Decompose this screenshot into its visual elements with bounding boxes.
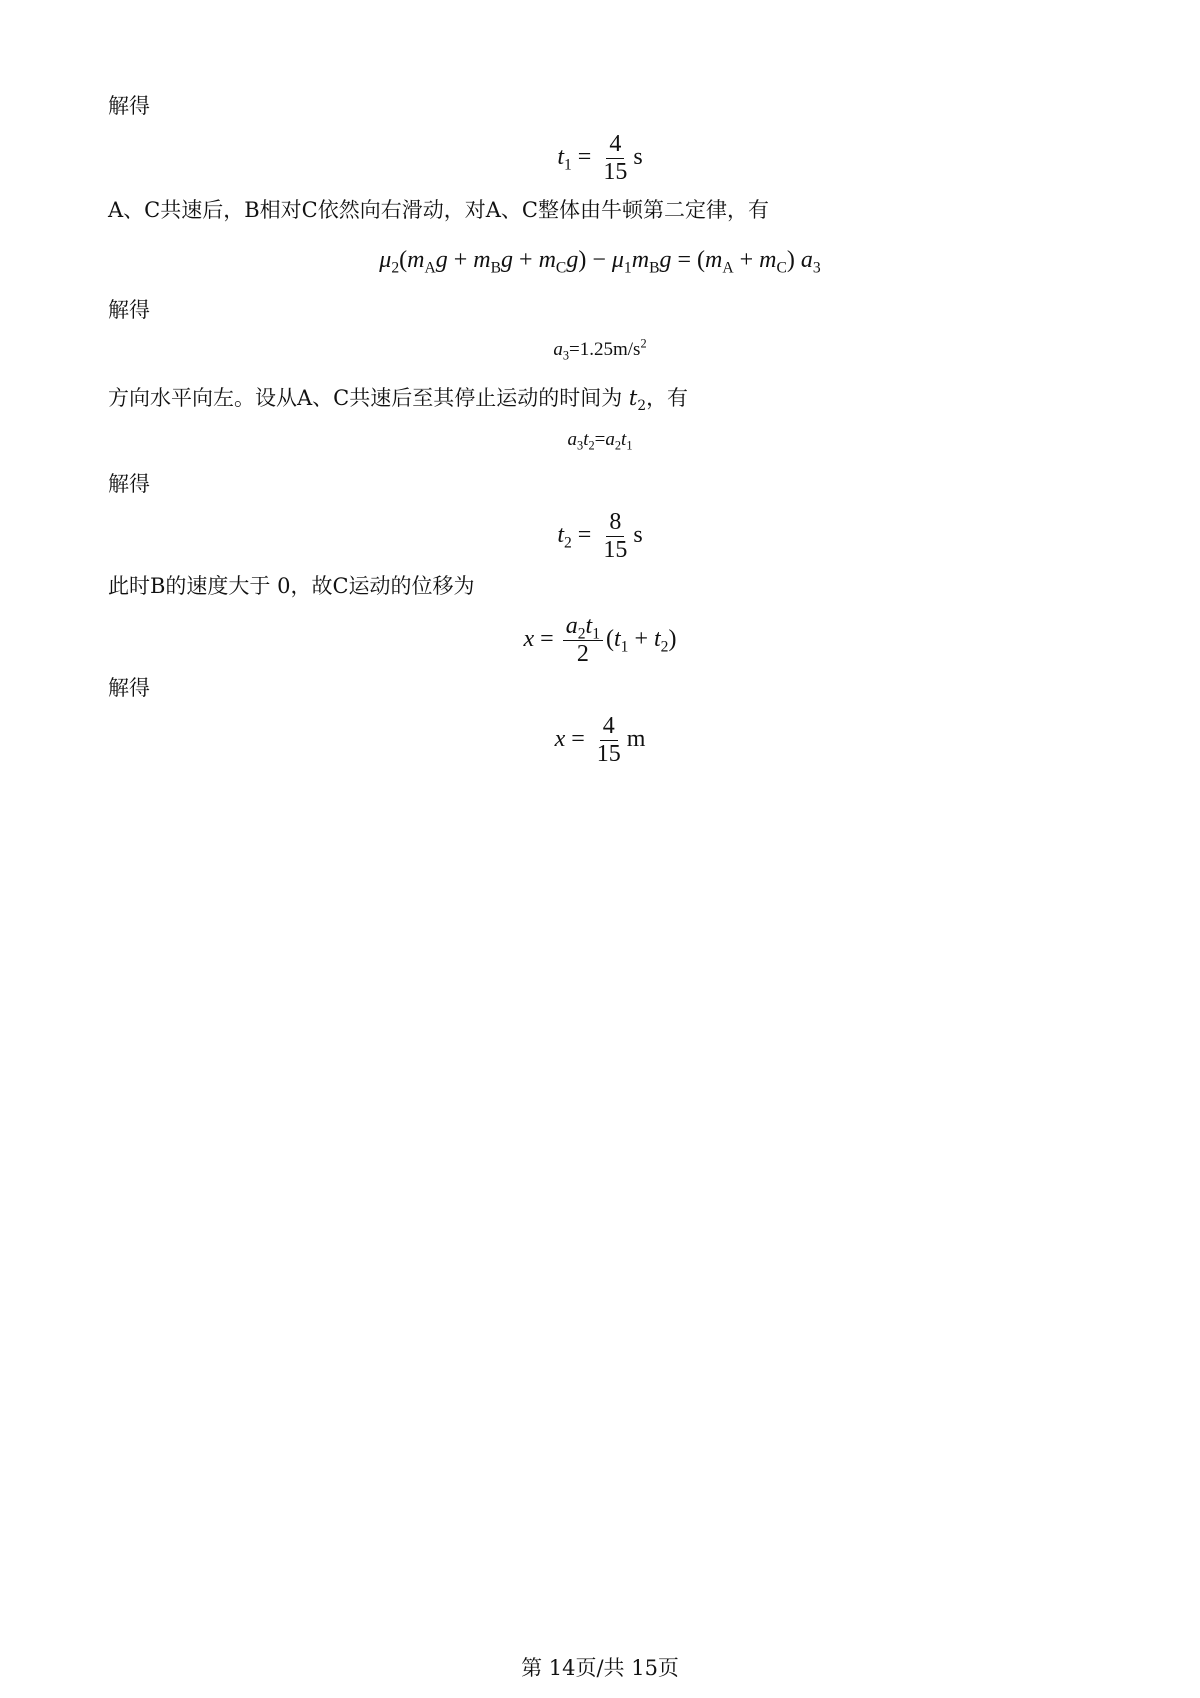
equation-a3-value: $a_3=1.25m/s^2$ [553, 336, 647, 362]
fraction: $\frac{4}{15}$ [603, 131, 628, 186]
paragraph-displacement: 此时B的速度大于 0，故C运动的位移为 [108, 574, 475, 598]
equation-a3t2: $a_3t_2=a_2t_1$ [567, 428, 633, 452]
equation-newton: $\mu_2(m_Ag + m_Bg + m_Cg) - \mu_1m_Bg = (m_A + m_C)$ $a_3$ [379, 246, 821, 277]
equation-t2: $t_2$ = $\frac{8}{15}$ s [557, 509, 643, 564]
paragraph-jiede-1: 解得 [108, 94, 150, 118]
fraction: $\frac{4}{15}$ [596, 713, 621, 768]
fraction: $\frac{8}{15}$ [603, 509, 628, 564]
fraction: $\frac{a_2t_1}{2}$ [563, 614, 603, 667]
paragraph-jiede-2: 解得 [108, 298, 150, 322]
page-footer: 第 14页/共 15页 [521, 1656, 679, 1680]
paragraph-jiede-3: 解得 [108, 472, 150, 496]
paragraph-jiede-4: 解得 [108, 676, 150, 700]
equation-x-expression: x = $\frac{a_2t_1}{2}$ $(t_1 + t_2)$ [523, 613, 677, 668]
paragraph-direction-left: 方向水平向左。设从A、C共速后至其停止运动的时间为 $t_2$，有 [108, 386, 689, 414]
equation-x-value: x = $\frac{4}{15}$ m [554, 713, 646, 768]
equation-t1: $t_1$ = $\frac{4}{15}$ s [557, 131, 643, 186]
paragraph-newton-second-law: A、C共速后，B相对C依然向右滑动，对A、C整体由牛顿第二定律，有 [108, 198, 769, 222]
